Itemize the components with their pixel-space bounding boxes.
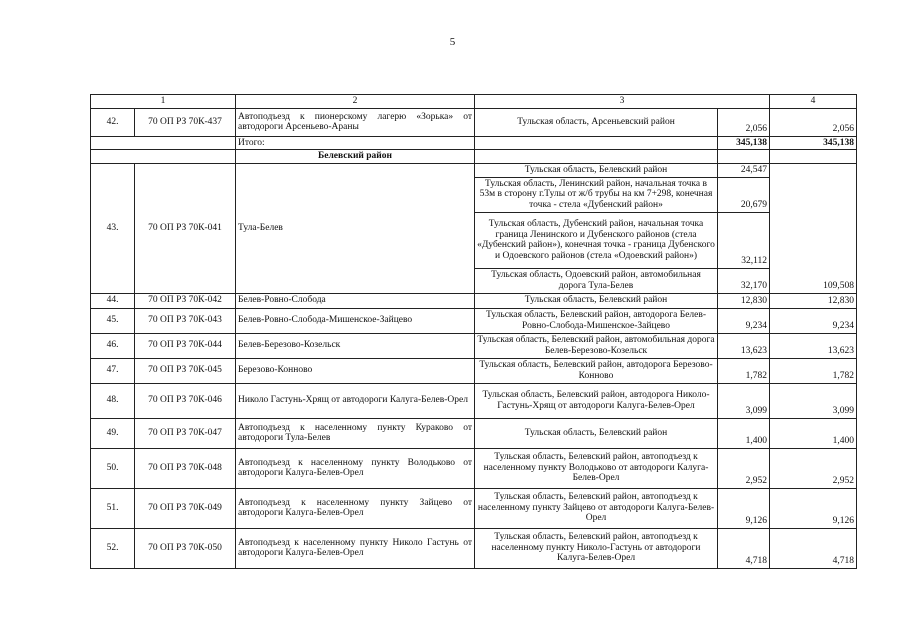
road-name: Автоподъезд к населенному пункту Володьково от автодороги Калуга-Белев-Орел <box>236 448 475 488</box>
road-name: Автоподъезд к населенному пункту Николо Гастунь от автодороги Калуга-Белев-Орел <box>236 528 475 568</box>
road-location: Тульская область, Белевский район <box>475 163 718 177</box>
total-sum: 345,138 <box>770 136 857 150</box>
road-code: 70 ОП РЗ 70К-042 <box>135 293 236 308</box>
table-row <box>91 418 857 448</box>
row-number: 45. <box>91 308 135 333</box>
road-total-length: 3,099 <box>770 383 857 418</box>
road-name: Березово-Конново <box>236 358 475 383</box>
section-blank-total <box>770 150 857 164</box>
segment-length: 32,170 <box>718 268 770 293</box>
total-label: Итого: <box>236 136 475 150</box>
roads-table <box>90 94 857 569</box>
table-row <box>91 528 857 568</box>
segment-length: 32,112 <box>718 212 770 268</box>
total-blank <box>91 136 236 150</box>
section-blank-len <box>718 150 770 164</box>
row-number: 43. <box>91 163 135 293</box>
header-col-3: 3 <box>475 95 770 109</box>
row-number: 44. <box>91 293 135 308</box>
header-col-2: 2 <box>236 95 475 109</box>
segment-length: 24,547 <box>718 163 770 177</box>
table-row <box>91 358 857 383</box>
table-row <box>91 108 857 136</box>
table-row <box>91 163 857 177</box>
row-number: 47. <box>91 358 135 383</box>
road-code: 70 ОП РЗ 70К-437 <box>135 108 236 136</box>
page-number: 5 <box>449 36 456 48</box>
row-number: 46. <box>91 333 135 358</box>
road-code: 70 ОП РЗ 70К-048 <box>135 448 236 488</box>
road-location: Тульская область, Белевский район, автоподъезд к населенному пункту Володьково от автодороги Калуга-Белев-Орел <box>475 448 718 488</box>
road-total-length: 1,782 <box>770 358 857 383</box>
segment-length: 9,126 <box>718 488 770 528</box>
road-name: Белев-Ровно-Слобода-Мишенское-Зайцево <box>236 308 475 333</box>
header-col-4: 4 <box>770 95 857 109</box>
table-row <box>91 308 857 333</box>
segment-length: 1,400 <box>718 418 770 448</box>
road-location: Тульская область, Белевский район, автодорога Николо-Гастунь-Хрящ от автодороги Калуга-Белев-Орел <box>475 383 718 418</box>
section-row <box>91 150 857 164</box>
road-total-length: 12,830 <box>770 293 857 308</box>
segment-length: 2,056 <box>718 108 770 136</box>
road-code: 70 ОП РЗ 70К-046 <box>135 383 236 418</box>
road-name: Автоподъезд к населенному пункту Зайцево от автодороги Калуга-Белев-Орел <box>236 488 475 528</box>
segment-length: 4,718 <box>718 528 770 568</box>
row-number: 48. <box>91 383 135 418</box>
road-location: Тульская область, Ленинский район, начальная точка в 53м в сторону г.Тулы от ж/б трубы на км 7+298, конечная точка - стела «Дубенский район» <box>475 177 718 212</box>
road-name: Автоподъезд к пионерскому лагерю «Зорька» от автодороги Арсеньево-Араны <box>236 108 475 136</box>
row-number: 50. <box>91 448 135 488</box>
total-row <box>91 136 857 150</box>
road-location: Тульская область, Белевский район, автоподъезд к населенному пункту Николо-Гастунь от автодороги Калуга-Белев-Орел <box>475 528 718 568</box>
road-location: Тульская область, Белевский район, автодорога Березово-Конново <box>475 358 718 383</box>
table-row <box>91 333 857 358</box>
road-name: Белев-Березово-Козельск <box>236 333 475 358</box>
road-code: 70 ОП РЗ 70К-050 <box>135 528 236 568</box>
row-number: 42. <box>91 108 135 136</box>
road-total-length: 9,126 <box>770 488 857 528</box>
total-length: 345,138 <box>718 136 770 150</box>
road-location: Тульская область, Дубенский район, начальная точка граница Ленинского и Дубенского районов (стела «Дубенский район»), конечная точка - граница Дубенского и Одоевского районов (стела «Одоевский район») <box>475 212 718 268</box>
road-location: Тульская область, Одоевский район, автомобильная дорога Тула-Белев <box>475 268 718 293</box>
road-location: Тульская область, Белевский район, автоподъезд к населенному пункту Зайцево от автодороги Калуга-Белев-Орел <box>475 488 718 528</box>
road-code: 70 ОП РЗ 70К-049 <box>135 488 236 528</box>
section-blank-location <box>475 150 718 164</box>
road-code: 70 ОП РЗ 70К-041 <box>135 163 236 293</box>
table-row <box>91 293 857 308</box>
road-location: Тульская область, Белевский район <box>475 418 718 448</box>
road-location: Тульская область, Белевский район, автодорога Белев-Ровно-Слобода-Мишенское-Зайцево <box>475 308 718 333</box>
road-code: 70 ОП РЗ 70К-044 <box>135 333 236 358</box>
row-number: 49. <box>91 418 135 448</box>
road-location: Тульская область, Белевский район <box>475 293 718 308</box>
segment-length: 13,623 <box>718 333 770 358</box>
table-row <box>91 488 857 528</box>
header-row <box>91 95 857 109</box>
road-location: Тульская область, Белевский район, автомобильная дорога Белев-Березово-Козельск <box>475 333 718 358</box>
segment-length: 1,782 <box>718 358 770 383</box>
road-total-length: 109,508 <box>770 163 857 293</box>
total-blank-location <box>475 136 718 150</box>
section-title: Белевский район <box>236 150 475 164</box>
road-name: Тула-Белев <box>236 163 475 293</box>
road-code: 70 ОП РЗ 70К-043 <box>135 308 236 333</box>
road-name: Автоподъезд к населенному пункту Кураково от автодороги Тула-Белев <box>236 418 475 448</box>
road-code: 70 ОП РЗ 70К-047 <box>135 418 236 448</box>
road-total-length: 2,952 <box>770 448 857 488</box>
road-code: 70 ОП РЗ 70К-045 <box>135 358 236 383</box>
road-name: Белев-Ровно-Слобода <box>236 293 475 308</box>
row-number: 52. <box>91 528 135 568</box>
table-row <box>91 448 857 488</box>
header-col-1: 1 <box>91 95 236 109</box>
road-total-length: 2,056 <box>770 108 857 136</box>
road-total-length: 9,234 <box>770 308 857 333</box>
table-row <box>91 383 857 418</box>
segment-length: 9,234 <box>718 308 770 333</box>
road-total-length: 4,718 <box>770 528 857 568</box>
row-number: 51. <box>91 488 135 528</box>
segment-length: 12,830 <box>718 293 770 308</box>
road-total-length: 13,623 <box>770 333 857 358</box>
segment-length: 3,099 <box>718 383 770 418</box>
road-location: Тульская область, Арсеньевский район <box>475 108 718 136</box>
segment-length: 20,679 <box>718 177 770 212</box>
section-blank <box>91 150 236 164</box>
road-total-length: 1,400 <box>770 418 857 448</box>
road-name: Николо Гастунь-Хрящ от автодороги Калуга-Белев-Орел <box>236 383 475 418</box>
segment-length: 2,952 <box>718 448 770 488</box>
